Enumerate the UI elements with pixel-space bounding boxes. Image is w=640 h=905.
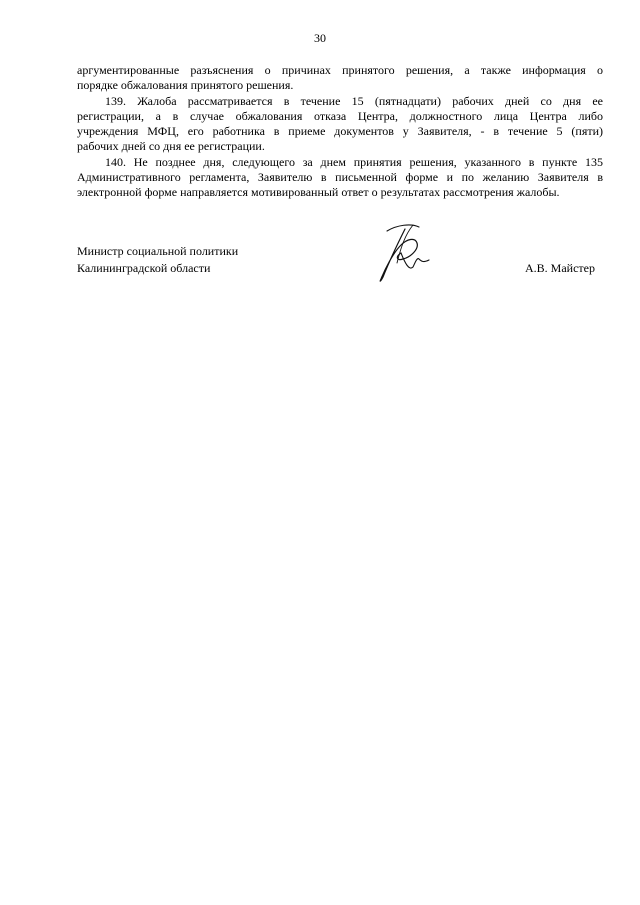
- text-line: регистрации, а в случае обжалования отказа Центра, должностного лица Центра либо: [77, 108, 603, 123]
- signatory-title-line1: Министр социальной политики: [77, 244, 239, 258]
- document-body: [77, 63, 603, 201]
- handwritten-signature: [375, 223, 439, 285]
- paragraph-140: [77, 155, 603, 201]
- signatory-name: А.В. Майстер: [525, 260, 595, 275]
- text-line: учреждения МФЦ, его работника в приеме документов у Заявителя, - в течение 5 (пяти): [77, 124, 603, 139]
- signatory-title-line2: Калининградской области: [77, 260, 211, 275]
- text-line: Административного регламента, Заявителю в письменной форме и по желанию Заявителя в: [77, 170, 603, 185]
- text-line: электронной форме направляется мотивированный ответ о результатах рассмотрения жалобы.: [77, 185, 560, 200]
- signature-block: [77, 243, 603, 283]
- text-line: порядке обжалования принятого решения.: [77, 78, 294, 93]
- text-line: рабочих дней со дня ее регистрации.: [77, 139, 265, 154]
- signatory-title: [77, 243, 238, 276]
- paragraph-139: [77, 94, 603, 155]
- paragraph-continuation: [77, 63, 603, 94]
- text-line: 140. Не позднее дня, следующего за днем принятия решения, указанного в пункте 135: [105, 154, 603, 169]
- text-line: 139. Жалоба рассматривается в течение 15 (пятнадцати) рабочих дней со дня ее: [105, 93, 603, 108]
- page-number: 30: [314, 31, 326, 45]
- text-line: аргументированные разъяснения о причинах принятого решения, а также информация о: [77, 63, 603, 77]
